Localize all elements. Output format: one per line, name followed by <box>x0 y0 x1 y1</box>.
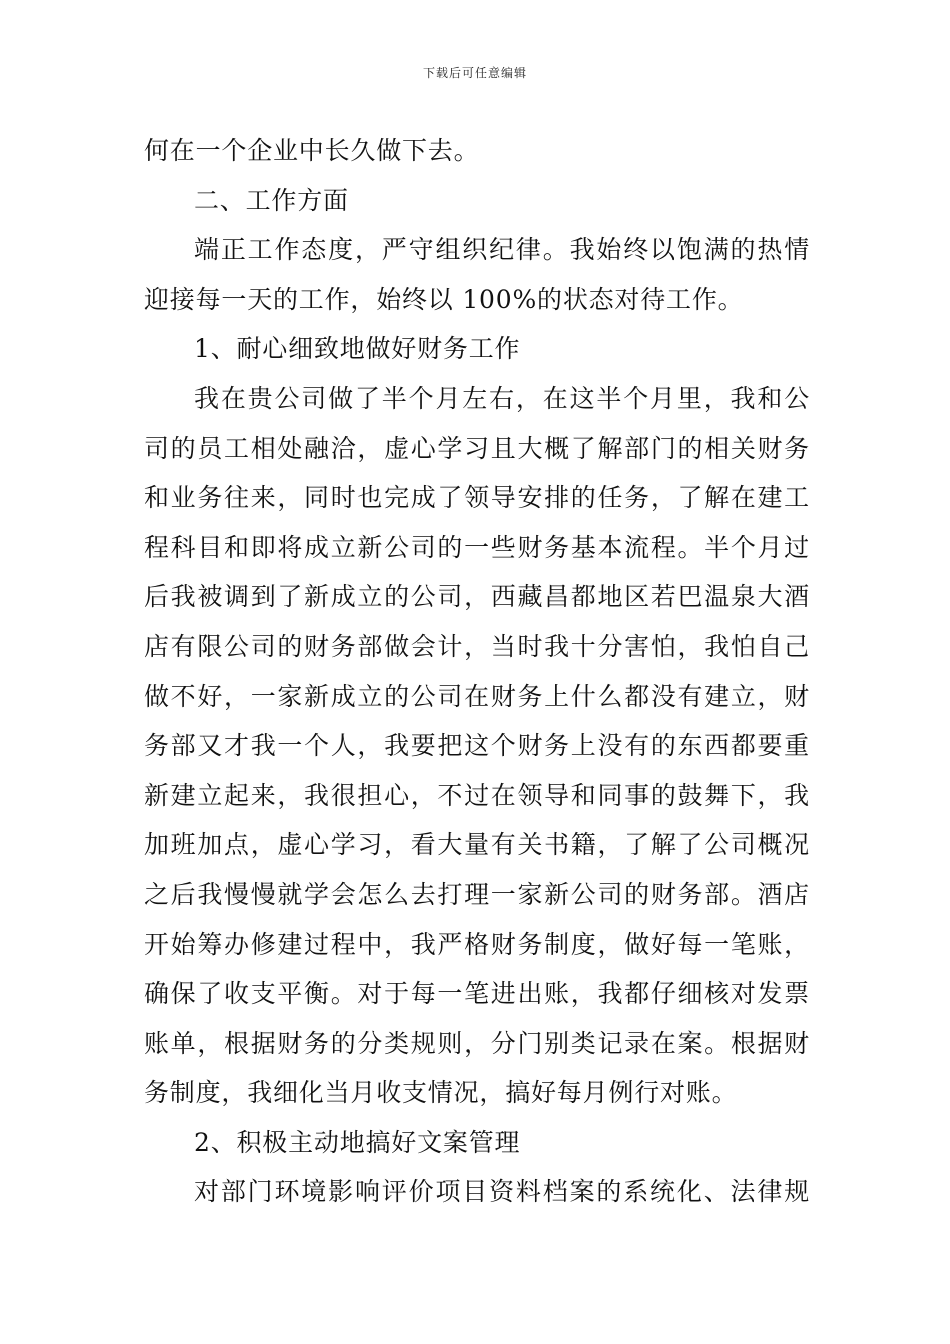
text-line: 2、积极主动地搞好文案管理 <box>194 1127 521 1157</box>
text-line: 二、工作方面 <box>194 185 349 215</box>
page-header: 下载后可任意编辑 <box>422 66 527 80</box>
text-line: 务制度，我细化当月收支情况，搞好每月例行对账。 <box>144 1078 738 1108</box>
text-line: 后我被调到了新成立的公司，西藏昌都地区若巴温泉大酒 <box>144 582 810 612</box>
text-line: 我在贵公司做了半个月左右，在这半个月里，我和公 <box>194 383 810 413</box>
text-line: 账单，根据财务的分类规则，分门别类记录在案。根据财 <box>144 1028 810 1058</box>
text-line: 务部又才我一个人，我要把这个财务上没有的东西都要重 <box>144 731 810 761</box>
text-line: 和业务往来，同时也完成了领导安排的任务，了解在建工 <box>144 483 810 513</box>
text-line: 开始筹办修建过程中，我严格财务制度，做好每一笔账， <box>144 929 810 959</box>
document-body <box>144 126 810 1217</box>
text-line: 司的员工相处融洽，虚心学习且大概了解部门的相关财务 <box>144 433 810 463</box>
text-line: 何在一个企业中长久做下去。 <box>144 136 480 165</box>
text-line: 之后我慢慢就学会怎么去打理一家新公司的财务部。酒店 <box>144 879 810 909</box>
text-line: 新建立起来，我很担心，不过在领导和同事的鼓舞下，我 <box>144 780 810 810</box>
text-line: 程科目和即将成立新公司的一些财务基本流程。半个月过 <box>144 532 810 562</box>
text-line: 迎接每一天的工作，始终以 100%的状态对待工作。 <box>144 284 744 314</box>
text-line: 端正工作态度，严守组织纪律。我始终以饱满的热情 <box>194 235 810 265</box>
text-line: 对部门环境影响评价项目资料档案的系统化、法律规 <box>194 1177 810 1207</box>
text-line: 做不好，一家新成立的公司在财务上什么都没有建立，财 <box>144 681 810 711</box>
text-line: 店有限公司的财务部做会计，当时我十分害怕，我怕自己 <box>144 631 810 661</box>
text-line: 加班加点，虚心学习，看大量有关书籍，了解了公司概况 <box>144 830 810 860</box>
text-line: 确保了收支平衡。对于每一笔进出账，我都仔细核对发票 <box>144 979 810 1009</box>
text-line: 1、耐心细致地做好财务工作 <box>194 334 521 364</box>
